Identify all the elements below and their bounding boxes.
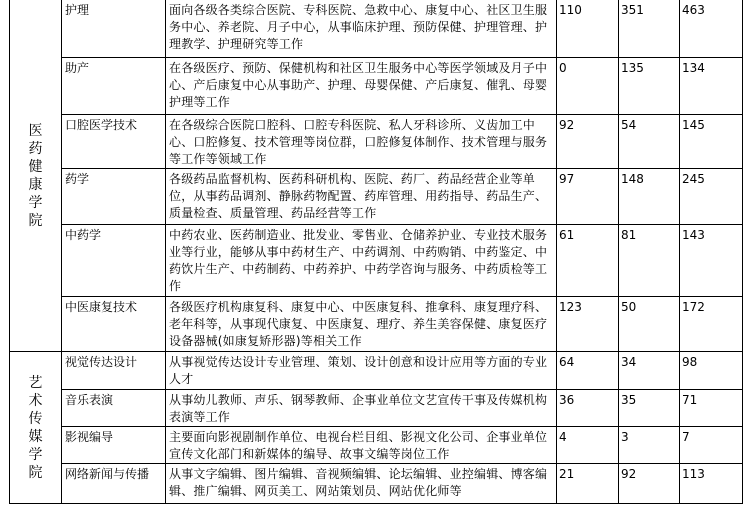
- description-cell: 各级药品监督机构、医药科研机构、医院、药厂、药品经营企业等单位，从事药品调剂、静脉药物配置、药库管理、用药指导、药品生产、质量检查、质量管理、药品经营等工作: [166, 169, 557, 225]
- description-cell: 在各级综合医院口腔科、口腔专科医院、私人牙科诊所、义齿加工中心、口腔修复、技术管理等岗位群，口腔修复体制作、技术管理与服务等工作等领域工作: [166, 115, 557, 169]
- table-row: [10, 169, 743, 225]
- count-cell: 145: [680, 115, 743, 169]
- description-cell: 从事文字编辑、图片编辑、音视频编辑、论坛编辑、业控编辑、博客编辑、推广编辑、网页美工、网站策划员、网站优化师等: [166, 464, 557, 504]
- count-cell: 50: [619, 297, 680, 352]
- count-cell: 0: [557, 58, 619, 115]
- count-cell: 98: [680, 352, 743, 390]
- table-row: [10, 58, 743, 115]
- major-cell: 视觉传达设计: [62, 352, 166, 390]
- description-cell: 从事幼儿教师、声乐、钢琴教师、企事业单位文艺宣传干事及传媒机构表演等工作: [166, 390, 557, 427]
- count-cell: 172: [680, 297, 743, 352]
- college-name: 医药健康学院: [28, 122, 43, 229]
- majors-table: [9, 0, 743, 504]
- major-cell: 中医康复技术: [62, 297, 166, 352]
- count-cell: 92: [557, 115, 619, 169]
- count-cell: 36: [557, 390, 619, 427]
- count-cell: 97: [557, 169, 619, 225]
- college-cell: [10, 352, 62, 504]
- major-cell: 护理: [62, 0, 166, 58]
- count-cell: 3: [619, 427, 680, 464]
- description-cell: 在各级医疗、预防、保健机构和社区卫生服务中心等医学领域及月子中心、产后康复中心从事助产、护理、母婴保健、产后康复、催乳、母婴护理等工作: [166, 58, 557, 115]
- table-row: [10, 297, 743, 352]
- description-cell: 中药农业、医药制造业、批发业、零售业、仓储养护业、专业技术服务业等行业，能够从事中药材生产、中药调剂、中药购销、中药鉴定、中药饮片生产、中药制药、中药养护、中药学咨询与服务、中药质检等工作: [166, 225, 557, 297]
- college-cell: [10, 0, 62, 352]
- count-cell: 64: [557, 352, 619, 390]
- count-cell: 351: [619, 0, 680, 58]
- description-cell: 主要面向影视剧制作单位、电视台栏目组、影视文化公司、企事业单位宣传文化部门和新媒体的编导、故事文编等岗位工作: [166, 427, 557, 464]
- count-cell: 34: [619, 352, 680, 390]
- table-row: [10, 352, 743, 390]
- major-cell: 药学: [62, 169, 166, 225]
- count-cell: 123: [557, 297, 619, 352]
- description-cell: 各级医疗机构康复科、康复中心、中医康复科、推拿科、康复理疗科、老年科等，从事现代康复、中医康复、理疗、养生美容保健、康复医疗设备器械(如康复矫形器)等相关工作: [166, 297, 557, 352]
- table-row: [10, 427, 743, 464]
- count-cell: 7: [680, 427, 743, 464]
- table-row: [10, 464, 743, 504]
- major-cell: 中药学: [62, 225, 166, 297]
- college-name: 艺术传媒学院: [28, 374, 43, 481]
- major-cell: 影视编导: [62, 427, 166, 464]
- description-cell: 从事视觉传达设计专业管理、策划、设计创意和设计应用等方面的专业人才: [166, 352, 557, 390]
- count-cell: 21: [557, 464, 619, 504]
- count-cell: 71: [680, 390, 743, 427]
- count-cell: 35: [619, 390, 680, 427]
- count-cell: 110: [557, 0, 619, 58]
- table-row: [10, 390, 743, 427]
- count-cell: 245: [680, 169, 743, 225]
- description-cell: 面向各级各类综合医院、专科医院、急救中心、康复中心、社区卫生服务中心、养老院、月子中心，从事临床护理、预防保健、护理管理、护理教学、护理研究等工作: [166, 0, 557, 58]
- major-cell: 音乐表演: [62, 390, 166, 427]
- major-cell: 网络新闻与传播: [62, 464, 166, 504]
- table-row: [10, 115, 743, 169]
- count-cell: 148: [619, 169, 680, 225]
- major-cell: 口腔医学技术: [62, 115, 166, 169]
- count-cell: 113: [680, 464, 743, 504]
- count-cell: 134: [680, 58, 743, 115]
- count-cell: 54: [619, 115, 680, 169]
- table-row: [10, 225, 743, 297]
- count-cell: 92: [619, 464, 680, 504]
- count-cell: 143: [680, 225, 743, 297]
- count-cell: 463: [680, 0, 743, 58]
- count-cell: 61: [557, 225, 619, 297]
- table-row: [10, 0, 743, 58]
- major-cell: 助产: [62, 58, 166, 115]
- count-cell: 135: [619, 58, 680, 115]
- count-cell: 81: [619, 225, 680, 297]
- count-cell: 4: [557, 427, 619, 464]
